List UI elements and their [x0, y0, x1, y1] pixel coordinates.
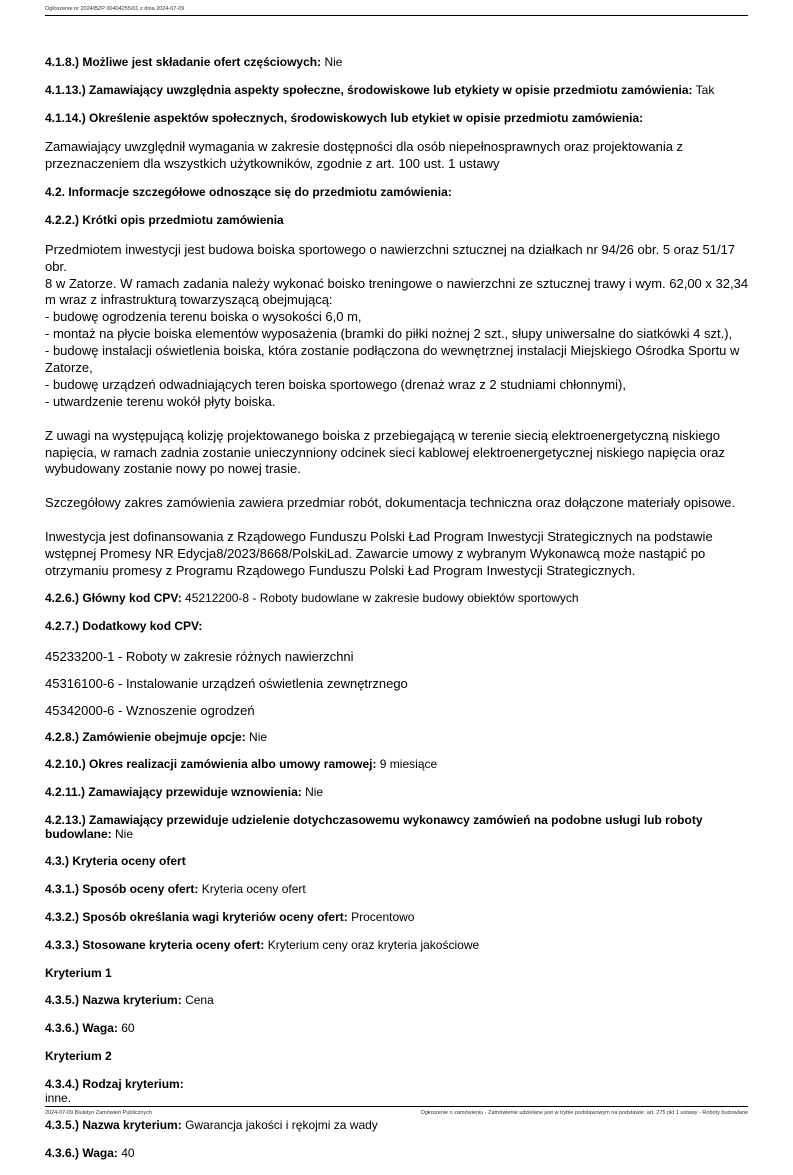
- field-label: 4.2.6.) Główny kod CPV:: [45, 590, 182, 605]
- description-paragraph-3: [45, 495, 750, 512]
- field-value: Kryteria oceny ofert: [198, 882, 306, 897]
- criterion-2-heading: [45, 1050, 750, 1064]
- footer-date-source: 2024-07-09 Biuletyn Zamówień Publicznych: [45, 1110, 153, 1116]
- section-4-2: [45, 186, 750, 200]
- field-value: Gwarancja jakości i rękojmi za wady: [181, 1118, 378, 1133]
- description-paragraph-4: [45, 529, 750, 580]
- criterion-1-name: [45, 994, 750, 1008]
- field-4-3-1: [45, 883, 750, 897]
- field-label: 4.3.5.) Nazwa kryterium:: [45, 1118, 182, 1133]
- text-line: wstępnej Promesy NR Edycja8/2023/8668/PolskiLad. Zawarcie umowy z wybranym Wykonawcą może nastąpić po: [45, 546, 706, 562]
- text-line: przeznaczeniem dla wszystkich użytkowników, zgodnie z art. 100 ust. 1 ustawy: [45, 156, 500, 172]
- field-value: Cena: [181, 993, 214, 1008]
- page-header: Ogłoszenie nr 2024/BZP 00404255/01 z dnia 2024-07-09: [45, 6, 185, 12]
- field-label: 4.3.1.) Sposób oceny ofert:: [45, 882, 199, 897]
- text-line: m wraz z infrastrukturą towarzyszącą obejmującą:: [45, 292, 333, 308]
- cpv-code: 45316100-6 - Instalowanie urządzeń oświetlenia zewnętrznego: [45, 675, 408, 691]
- criterion-heading: Kryterium 1: [45, 965, 112, 980]
- field-4-2-11: [45, 786, 750, 800]
- text-line: - utwardzenie terenu wokół płyty boiska.: [45, 393, 276, 409]
- field-value: inne.: [45, 1090, 72, 1105]
- criterion-2-name: [45, 1119, 750, 1133]
- criterion-2-weight: [45, 1147, 750, 1161]
- field-value: Procentowo: [347, 910, 415, 925]
- description-paragraph-2: [45, 428, 750, 479]
- field-label: 4.1.14.) Określenie aspektów społecznych, środowiskowych lub etykiet w opisie przedmiotu zamówienia:: [45, 110, 644, 125]
- header-divider: [45, 15, 748, 16]
- text-line: - montaż na płycie boiska elementów wyposażenia (bramki do piłki nożnej 2 szt., słupy uniwersalne do siatkówki 4 szt.),: [45, 326, 733, 342]
- field-label: 4.1.13.) Zamawiający uwzględnia aspekty społeczne, środowiskowe lub etykiety w opisie przedmiotu zamówienia:: [45, 82, 693, 97]
- text-line: Zatorze,: [45, 360, 93, 375]
- field-label: 4.3.4.) Rodzaj kryterium:: [45, 1076, 184, 1091]
- field-4-2-2: [45, 214, 750, 228]
- cpv-code: 45233200-1 - Roboty w zakresie różnych nawierzchni: [45, 648, 354, 664]
- criterion-1-heading: [45, 967, 750, 981]
- text-line: Zamawiający uwzględnił wymagania w zakresie dostępności dla osób niepełnosprawnych oraz projektowania z: [45, 139, 684, 155]
- field-4-2-6: [45, 592, 750, 606]
- field-4-2-13: [45, 814, 750, 842]
- footer-divider: [45, 1106, 748, 1107]
- criterion-heading: Kryterium 2: [45, 1049, 112, 1064]
- field-value: Nie: [321, 55, 343, 69]
- description-paragraph-1: [45, 242, 750, 411]
- text-line: Przedmiotem inwestycji jest budowa boiska sportowego o nawierzchni sztucznej na działkach nr 94/26 obr. 5 oraz 51/17 obr.: [45, 241, 736, 274]
- field-label: 4.2.7.) Dodatkowy kod CPV:: [45, 618, 203, 633]
- field-4-2-7: [45, 620, 750, 634]
- section-4-3: [45, 855, 750, 869]
- field-label: 4.3.6.) Waga:: [45, 1146, 118, 1161]
- text-line: napięcia, w ramach zadnia zostanie unieczynniony odcinek sieci kablowej elektroenergetycznej niskiego napięcia oraz: [45, 444, 725, 460]
- text-line: Szczegółowy zakres zamówienia zawiera przedmiar robót, dokumentacja techniczna oraz dołączone materiały opisowe.: [45, 495, 736, 511]
- field-4-1-8: [45, 56, 750, 70]
- field-value: 40: [117, 1146, 135, 1161]
- text-line: wybudowany zostanie nowy po nowej trasie.: [45, 461, 301, 477]
- field-value: Tak: [692, 82, 715, 97]
- field-value: 60: [117, 1021, 135, 1036]
- criterion-2-type: [45, 1078, 750, 1106]
- section-heading: 4.3.) Kryteria oceny ofert: [45, 854, 186, 869]
- cpv-code: 45342000-6 - Wznoszenie ogrodzeń: [45, 702, 255, 718]
- field-value: Kryterium ceny oraz kryteria jakościowe: [264, 937, 480, 952]
- text-line: 8 w Zatorze. W ramach zadania należy wykonać boisko treningowe o nawierzchni ze sztucznej trawy i wym. 62,00 x 32,34: [45, 275, 749, 291]
- aspects-paragraph: [45, 139, 750, 173]
- field-label: 4.2.2.) Krótki opis przedmiotu zamówienia: [45, 212, 284, 227]
- field-4-3-2: [45, 911, 750, 925]
- document-body: [45, 56, 750, 1175]
- field-label: 4.2.13.) Zamawiający przewiduje udzielenie dotychczasowemu wykonawcy zamówień na podobne usługi lub roboty budowlane:: [45, 812, 703, 841]
- field-4-3-3: [45, 939, 750, 953]
- criterion-1-weight: [45, 1022, 750, 1036]
- text-line: otrzymaniu promesy z Programu Rządowego Funduszu Polski Ład Program Inwestycji Strategicznych.: [45, 563, 636, 579]
- field-label: 4.3.2.) Sposób określania wagi kryteriów oceny ofert:: [45, 910, 348, 925]
- text-line: - budowę instalacji oświetlenia boiska, która zostanie podłączona do wewnętrznej instalacji Miejskiego Ośrodka Sportu w: [45, 343, 740, 359]
- field-label: 4.3.5.) Nazwa kryterium:: [45, 993, 182, 1008]
- field-4-1-13: [45, 84, 750, 98]
- field-value: Nie: [301, 785, 324, 800]
- section-heading: 4.2. Informacje szczegółowe odnoszące się do przedmiotu zamówienia:: [45, 185, 452, 200]
- text-line: Inwestycja jest dofinansowania z Rządowego Funduszu Polski Ład Program Inwestycji Strategicznych na podstawie: [45, 529, 713, 545]
- text-line: - budowę urządzeń odwadniających teren boiska sportowego (drenaż wraz z 2 studniami chłonnymi),: [45, 376, 626, 392]
- text-line: - budowę ogrodzenia terenu boiska o wysokości 6,0 m,: [45, 309, 362, 325]
- field-value: Nie: [245, 729, 268, 744]
- field-value: 45212200-8 - Roboty budowlane w zakresie budowy obiektów sportowych: [181, 590, 579, 605]
- field-label: 4.2.10.) Okres realizacji zamówienia albo umowy ramowej:: [45, 757, 377, 772]
- field-4-1-14: [45, 112, 750, 126]
- footer-notice-type: Ogłoszenie o zamówieniu - Zamówienie udzielane jest w trybie podstawowym na podstawie: art. 275 pkt 1 ustawy - Roboty budowlane: [420, 1110, 748, 1116]
- field-label: 4.3.6.) Waga:: [45, 1021, 118, 1036]
- field-label: 4.2.11.) Zamawiający przewiduje wznowienia:: [45, 785, 302, 800]
- text-line: Z uwagi na występującą kolizję projektowanego boiska z przebiegającą w terenie siecią elektroenergetyczną niskiego: [45, 427, 720, 443]
- field-label: 4.1.8.) Możliwe jest składanie ofert częściowych:: [45, 55, 322, 69]
- field-value: Nie: [111, 826, 134, 841]
- field-label: 4.2.8.) Zamówienie obejmuje opcje:: [45, 729, 246, 744]
- field-value: 9 miesiące: [376, 757, 438, 772]
- field-4-2-10: [45, 758, 750, 772]
- field-4-2-8: [45, 731, 750, 745]
- field-label: 4.3.3.) Stosowane kryteria oceny ofert:: [45, 937, 265, 952]
